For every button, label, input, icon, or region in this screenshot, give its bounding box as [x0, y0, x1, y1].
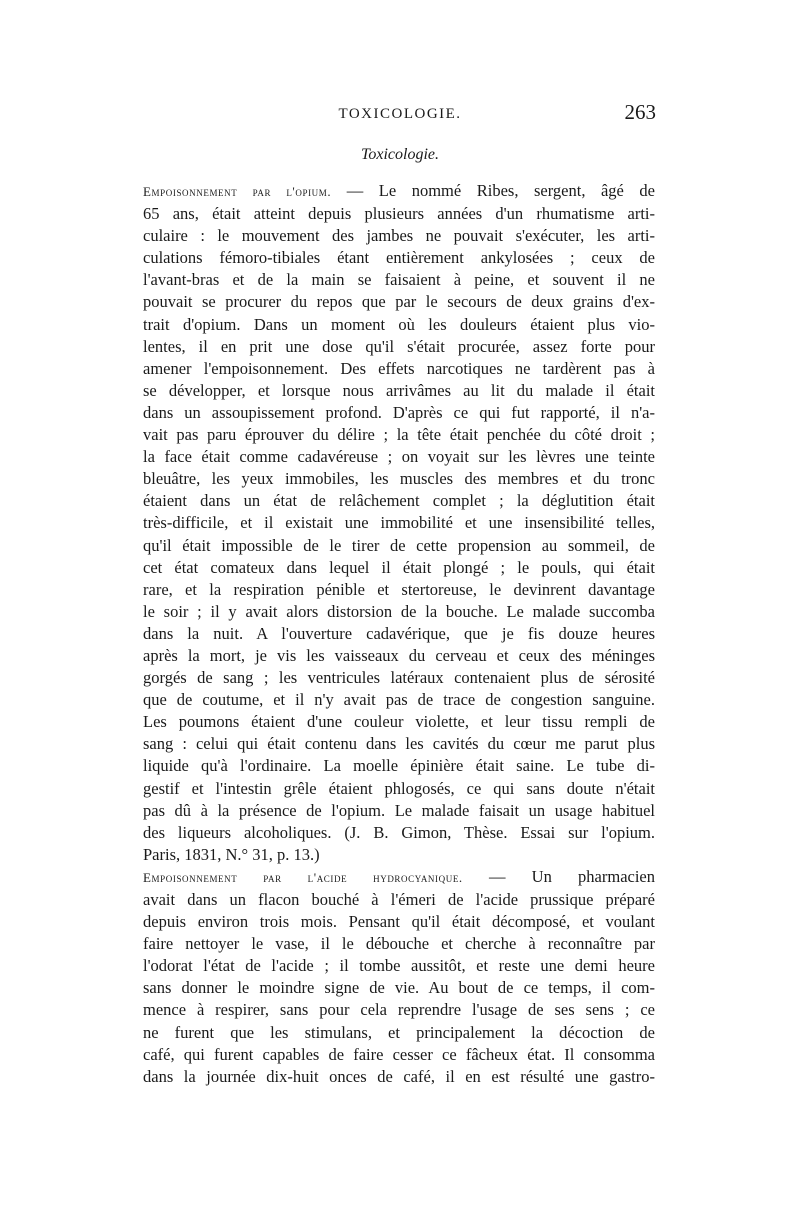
text-line: étaient dans un état de relâchement complet ; la déglutition était [143, 491, 655, 511]
text-line: la face était comme cadavéreuse ; on voyait sur les lèvres une teinte [143, 447, 655, 467]
text-line: avait dans un flacon bouché à l'émeri de l'acide prussique préparé [143, 890, 655, 909]
page-number: 263 [624, 100, 656, 124]
paragraph-heading: Empoisonnement par l'acide hydrocyanique. [143, 869, 463, 885]
text-line: vait pas paru éprouver du délire ; la tête était penchée du côté droit ; [143, 425, 655, 445]
text-line: culations fémoro-tibiales étant entièrement ankylosées ; ceux de [143, 248, 655, 268]
paragraph-heading: Empoisonnement par l'opium. [143, 184, 332, 199]
running-title: TOXICOLOGIE. [338, 106, 462, 122]
text-line: lentes, il en prit une dose qu'il s'était procurée, assez forte pour [143, 336, 655, 356]
text-line: 65 ans, était atteint depuis plusieurs années d'un rhumatisme arti- [143, 204, 655, 224]
text-line: liquide qu'à l'ordinaire. La moelle épinière était saine. Le tube di- [143, 756, 655, 776]
text-line: depuis environ trois mois. Pensant qu'il était décomposé, et voulant [143, 912, 655, 932]
text-line: l'avant-bras et de la main se faisaient à peine, et souvent il ne [143, 270, 655, 290]
text-line: Paris, 1831, N.° 31, p. 13.) [143, 844, 320, 864]
paragraph-first-line [143, 866, 655, 889]
text-line: dans la journée dix-huit onces de café, il en est résulté une gastro- [143, 1066, 655, 1086]
text-line: cet état comateux dans lequel il était plongé ; le pouls, qui était [143, 557, 655, 577]
text-line: dans un assoupissement profond. D'après ce qui fut rapporté, il n'a- [143, 402, 655, 422]
paragraph-opium [143, 180, 655, 866]
text-line: culaire : le mouvement des jambes ne pouvait s'exécuter, les arti- [143, 226, 655, 246]
text-line: se développer, et lorsque nous arrivâmes au lit du malade il était [143, 380, 655, 400]
text-line: café, qui furent capables de faire cesser ce fâcheux état. Il consomma [143, 1044, 655, 1064]
text-line: sans donner le moindre signe de vie. Au bout de ce temps, il com- [143, 978, 655, 998]
text-line: Les poumons étaient d'une couleur violette, et leur tissu rempli de [143, 712, 655, 732]
body-text [143, 180, 655, 1088]
text-line: faire nettoyer le vase, il le débouche et cherche à reconnaître par [143, 934, 655, 954]
text-line: gorgés de sang ; les ventricules latéraux contenaient plus de sérosité [143, 668, 655, 688]
running-head [140, 100, 660, 130]
text-line: sang : celui qui était contenu dans les cavités du cœur me parut plus [143, 734, 655, 754]
text-line: que de coutume, et il n'y avait pas de trace de congestion sanguine. [143, 690, 655, 710]
text-line: le soir ; il y avait alors distorsion de la bouche. Le malade succomba [143, 601, 655, 621]
text-line: très-difficile, et il existait une immobilité et une insensibilité telles, [143, 513, 655, 533]
text-line: — Le nommé Ribes, sergent, âgé de [331, 181, 655, 200]
text-line: dans la nuit. A l'ouverture cadavérique, que je fis douze heures [143, 623, 655, 643]
text-line: des liqueurs alcoholiques. (J. B. Gimon, Thèse. Essai sur l'opium. [143, 822, 655, 842]
text-line: rare, et la respiration pénible et stertoreuse, le devinrent davantage [143, 579, 655, 599]
text-line: trait d'opium. Dans un moment où les douleurs étaient plus vio- [143, 314, 655, 334]
text-line: après la mort, je vis les vaisseaux du cerveau et ceux des méninges [143, 645, 655, 665]
text-line: amener l'empoisonnement. Des effets narcotiques ne tardèrent pas à [143, 358, 655, 378]
text-line: gestif et l'intestin grêle étaient phlogosés, ce qui sans doute n'était [143, 778, 655, 798]
text-line: pouvait se procurer du repos que par le secours de deux grains d'ex- [143, 292, 655, 312]
paragraph-first-line [143, 180, 655, 203]
text-line: bleuâtre, les yeux immobiles, les muscles des membres et du tronc [143, 469, 655, 489]
paragraph-acide-hydrocyanique [143, 866, 655, 1088]
text-line: ne furent que les stimulans, et principalement la décoction de [143, 1022, 655, 1042]
section-title: Toxicologie. [360, 146, 440, 163]
text-line: l'odorat l'état de l'acide ; il tombe aussitôt, et reste une demi heure [143, 956, 655, 976]
text-line: mence à respirer, sans pour cela reprendre l'usage de ses sens ; ce [143, 1000, 655, 1020]
text-line: pas dû à la présence de l'opium. Le malade faisait un usage habituel [143, 800, 655, 820]
text-line: — Un pharmacien [462, 866, 655, 886]
text-line: qu'il était impossible de le tirer de cette propension au sommeil, de [143, 535, 655, 555]
